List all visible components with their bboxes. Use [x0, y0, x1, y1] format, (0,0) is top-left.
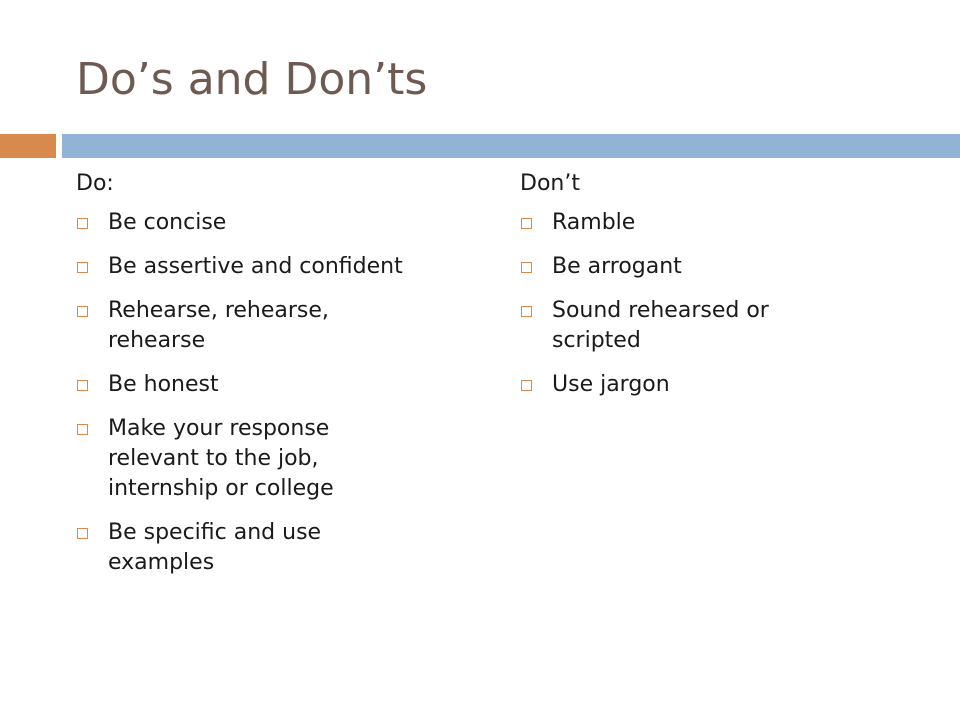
- list-item-line: Use jargon: [552, 372, 670, 397]
- list-item: [520, 370, 940, 400]
- dont-column: [520, 170, 940, 414]
- square-bullet-icon: [77, 262, 88, 273]
- square-bullet-icon: [521, 380, 532, 391]
- list-item: [76, 252, 476, 282]
- square-bullet-icon: [521, 262, 532, 273]
- accent-bar-orange: [0, 134, 56, 158]
- list-item-line: Make your response: [108, 416, 330, 441]
- list-item-line: Be specific and use: [108, 520, 322, 545]
- list-item-line: rehearse: [108, 328, 206, 353]
- square-bullet-icon: [77, 218, 88, 229]
- square-bullet-icon: [77, 380, 88, 391]
- list-item-line: scripted: [552, 328, 641, 353]
- square-bullet-icon: [521, 306, 532, 317]
- list-item-line: relevant to the job,: [108, 446, 319, 471]
- dont-heading: Don’t: [520, 171, 580, 196]
- list-item-line: Be assertive and confident: [108, 254, 403, 279]
- list-item-line: internship or college: [108, 476, 334, 501]
- slide-title: Do’s and Don’ts: [76, 54, 428, 105]
- list-item: [520, 208, 940, 238]
- list-item-line: Rehearse, rehearse,: [108, 298, 329, 323]
- list-item-line: Be arrogant: [552, 254, 682, 279]
- accent-bar-blue: [62, 134, 960, 158]
- list-item: [76, 518, 476, 578]
- square-bullet-icon: [77, 306, 88, 317]
- list-item: [520, 252, 940, 282]
- square-bullet-icon: [77, 528, 88, 539]
- square-bullet-icon: [77, 424, 88, 435]
- list-item-line: Be concise: [108, 210, 227, 235]
- list-item-line: Be honest: [108, 372, 219, 397]
- list-item: [520, 296, 940, 356]
- list-item: [76, 296, 476, 356]
- list-item: [76, 414, 476, 504]
- list-item-line: Ramble: [552, 210, 636, 235]
- do-heading: Do:: [76, 171, 114, 196]
- square-bullet-icon: [521, 218, 532, 229]
- do-column: [76, 170, 476, 592]
- list-item-line: examples: [108, 550, 215, 575]
- list-item: [76, 370, 476, 400]
- list-item-line: Sound rehearsed or: [552, 298, 769, 323]
- dont-list: [520, 208, 940, 400]
- list-item: [76, 208, 476, 238]
- do-list: [76, 208, 476, 578]
